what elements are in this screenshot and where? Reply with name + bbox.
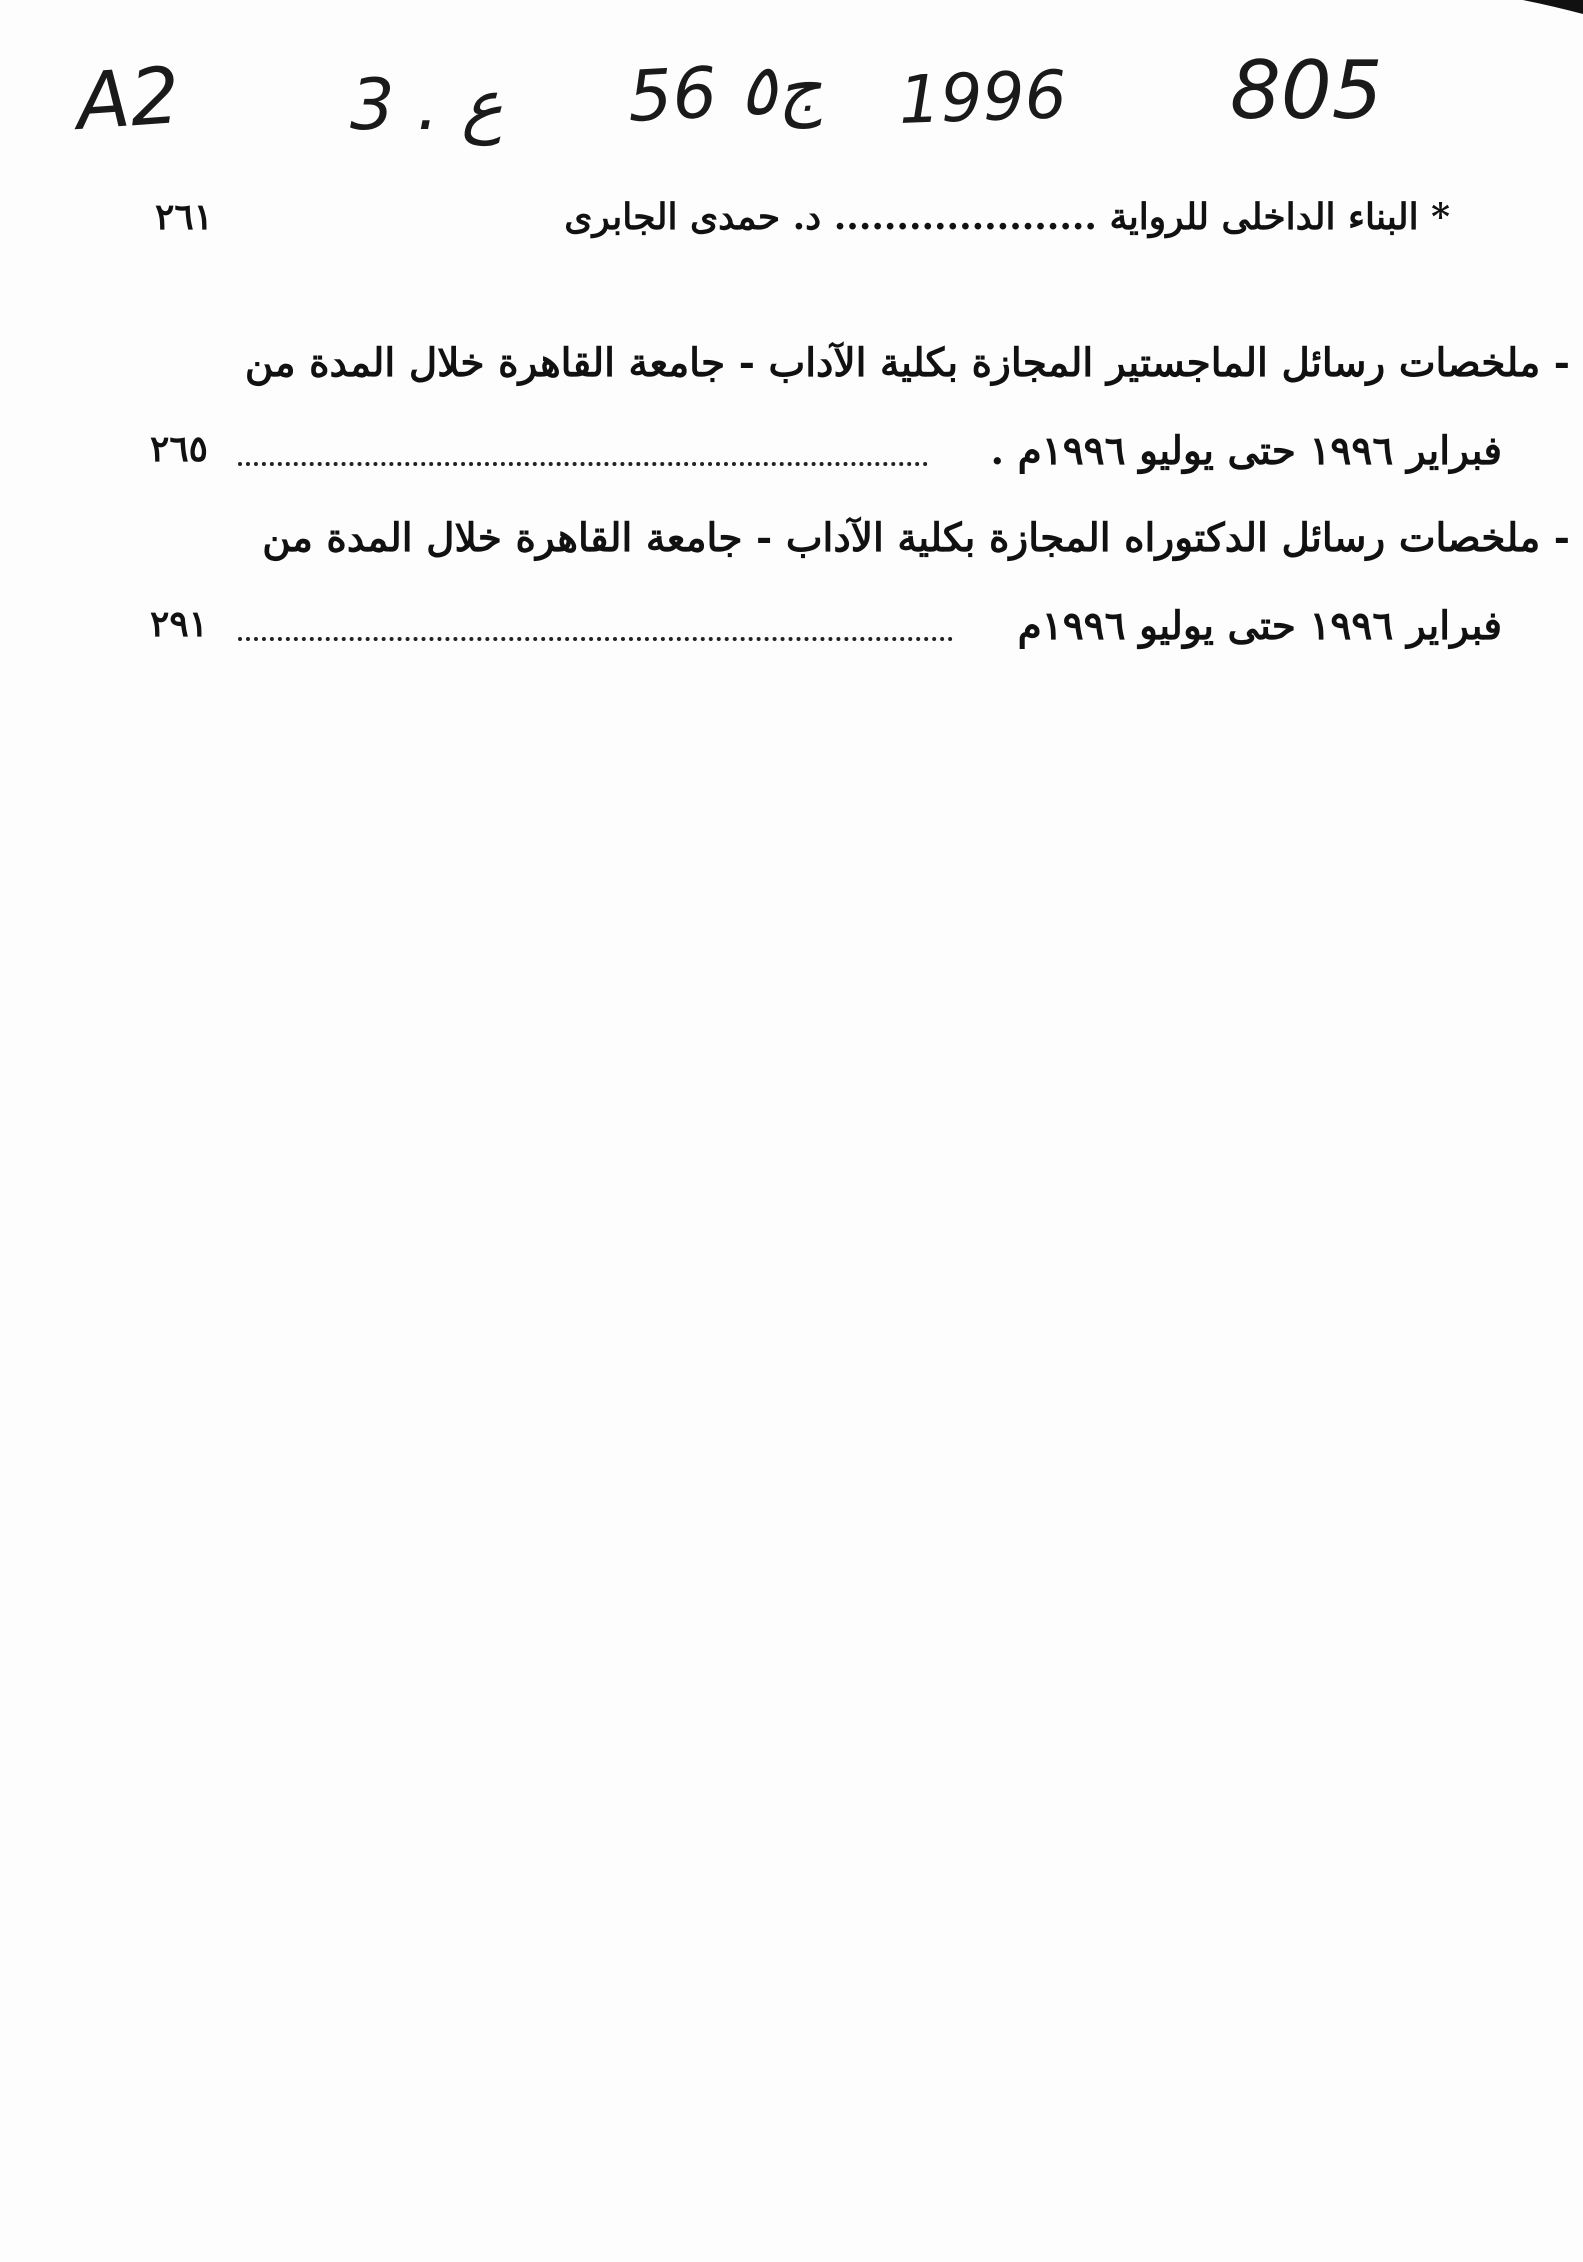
page-number: ٢٩١ (150, 603, 209, 645)
entry-title: - ملخصات رسائل الدكتوراه المجازة بكلية الآداب - جامعة القاهرة خلال المدة من (262, 515, 1570, 561)
handwritten-note: 56 ج٥ (625, 45, 824, 138)
handwritten-annotations (70, 18, 1390, 148)
handwritten-note: 1996 (897, 56, 1068, 139)
toc-entry (150, 515, 1570, 690)
table-of-contents (150, 340, 1570, 690)
toc-header-entry (150, 196, 1450, 256)
dot-leader (238, 633, 953, 641)
dot-leader (238, 458, 928, 466)
toc-entry (150, 340, 1570, 515)
handwritten-note: 805 (1230, 44, 1383, 137)
entry-title-continuation: فبراير ١٩٩٦ حتى يوليو ١٩٩٦م (1017, 603, 1502, 649)
handwritten-note: A2 (73, 51, 183, 148)
handwritten-note: 3 . ع (350, 64, 504, 146)
entry-title: * البناء الداخلى للرواية ..................... د. حمدى الجابرى (564, 196, 1450, 238)
scan-edge-artifact (1523, 0, 1583, 14)
entry-title: - ملخصات رسائل الماجستير المجازة بكلية الآداب - جامعة القاهرة خلال المدة من (244, 340, 1570, 386)
entry-title-continuation: فبراير ١٩٩٦ حتى يوليو ١٩٩٦م . (990, 428, 1502, 474)
page-number: ٢٦١ (155, 196, 214, 238)
page-number: ٢٦٥ (150, 428, 209, 470)
